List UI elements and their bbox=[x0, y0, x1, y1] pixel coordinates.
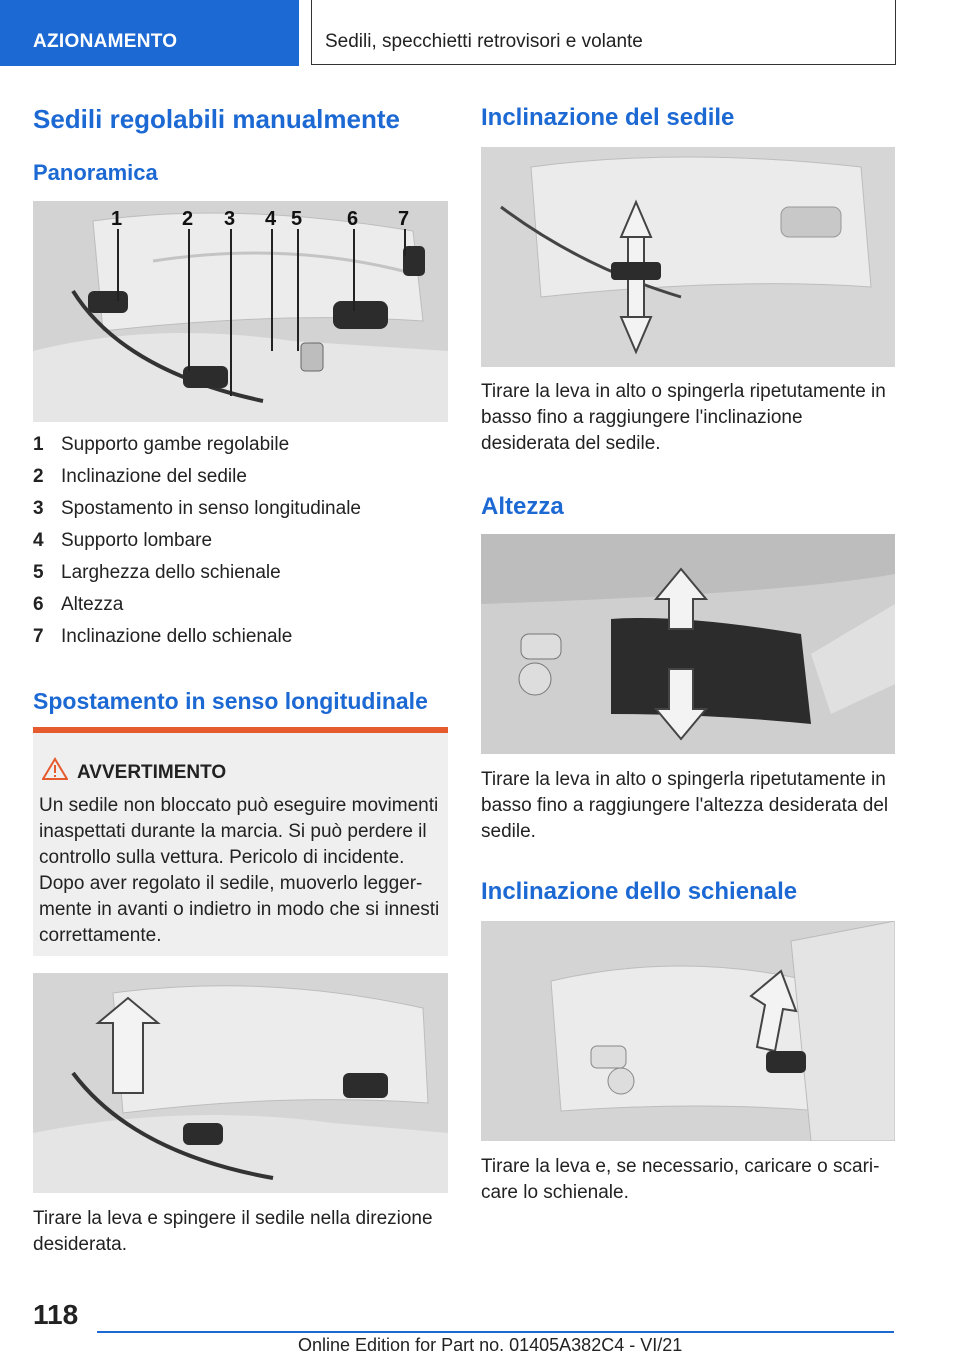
chapter-header bbox=[311, 0, 896, 65]
chapter-title: Sedili, specchietti retrovisori e volante bbox=[325, 31, 643, 52]
callout-6: 6 bbox=[347, 208, 359, 230]
legend-item bbox=[33, 530, 448, 562]
tilt-heading: Inclinazione del sedile bbox=[481, 104, 735, 131]
legend-label: Inclinazione dello schienale bbox=[61, 626, 293, 647]
tilt-text: Tirare la leva in alto o spingerla ripetutamente in basso fino a raggiungere l'inclinazione desiderata del sedile. bbox=[481, 381, 886, 454]
callout-3: 3 bbox=[224, 208, 236, 230]
warning-box bbox=[33, 727, 448, 956]
legend-number: 5 bbox=[33, 562, 44, 583]
legend-number: 7 bbox=[33, 626, 44, 647]
legend-label: Inclinazione del sedile bbox=[61, 466, 247, 487]
section-label: AZIONAMENTO bbox=[33, 31, 178, 52]
footer-divider bbox=[97, 1331, 894, 1333]
overview-seat-image bbox=[33, 201, 448, 422]
height-text: Tirare la leva in alto o spingerla ripetutamente in basso fino a raggiungere l'altezza desiderata del sedile. bbox=[481, 769, 889, 842]
longitudinal-heading: Spostamento in senso longitudinale bbox=[33, 688, 428, 714]
legend-number: 4 bbox=[33, 530, 44, 551]
warning-title: AVVERTIMENTO bbox=[77, 762, 227, 783]
overview-heading: Panoramica bbox=[33, 160, 158, 185]
backrest-text: Tirare la leva e, se necessario, caricare o scari-care lo schienale. bbox=[481, 1156, 880, 1203]
legend-label: Altezza bbox=[61, 594, 124, 615]
legend-label: Larghezza dello schienale bbox=[61, 562, 281, 583]
backrest-image bbox=[481, 921, 895, 1141]
callout-4: 4 bbox=[265, 208, 277, 230]
legend-item bbox=[33, 466, 448, 498]
longitudinal-image bbox=[33, 973, 448, 1193]
legend-number: 1 bbox=[33, 434, 44, 455]
edition-note: Online Edition for Part no. 01405A382C4 - VI/21 bbox=[298, 1335, 683, 1355]
callout-5: 5 bbox=[291, 208, 303, 230]
legend-item bbox=[33, 498, 448, 530]
legend-label: Supporto gambe regolabile bbox=[61, 434, 290, 455]
legend-item bbox=[33, 562, 448, 594]
callout-1: 1 bbox=[111, 208, 123, 230]
legend-number: 6 bbox=[33, 594, 44, 615]
height-image bbox=[481, 534, 895, 754]
height-heading: Altezza bbox=[481, 493, 564, 520]
page-number: 118 bbox=[33, 1299, 79, 1330]
tilt-image bbox=[481, 147, 895, 367]
longitudinal-text: Tirare la leva e spingere il sedile nella direzione desiderata. bbox=[33, 1208, 433, 1255]
warning-triangle-icon bbox=[42, 757, 68, 781]
legend-number: 3 bbox=[33, 498, 44, 519]
callout-2: 2 bbox=[182, 208, 194, 230]
warning-text: Un sedile non bloccato può eseguire movimenti inaspettati durante la marcia. Si può perdere il controllo sulla vettura. Pericolo di incidente. Dopo aver regolato il sedile, muoverlo legger-mente in avanti o indietro in modo che si innesti correttamente. bbox=[39, 795, 440, 946]
legend-item bbox=[33, 434, 448, 466]
section-tab[interactable] bbox=[0, 0, 299, 66]
legend-item bbox=[33, 594, 448, 626]
legend-number: 2 bbox=[33, 466, 44, 487]
backrest-heading: Inclinazione dello schienale bbox=[481, 878, 798, 905]
legend-label: Supporto lombare bbox=[61, 530, 213, 551]
legend-label: Spostamento in senso longitudinale bbox=[61, 498, 361, 519]
legend-list bbox=[33, 434, 448, 658]
callout-7: 7 bbox=[398, 208, 410, 230]
page-title: Sedili regolabili manualmente bbox=[33, 104, 400, 134]
legend-item bbox=[33, 626, 448, 658]
